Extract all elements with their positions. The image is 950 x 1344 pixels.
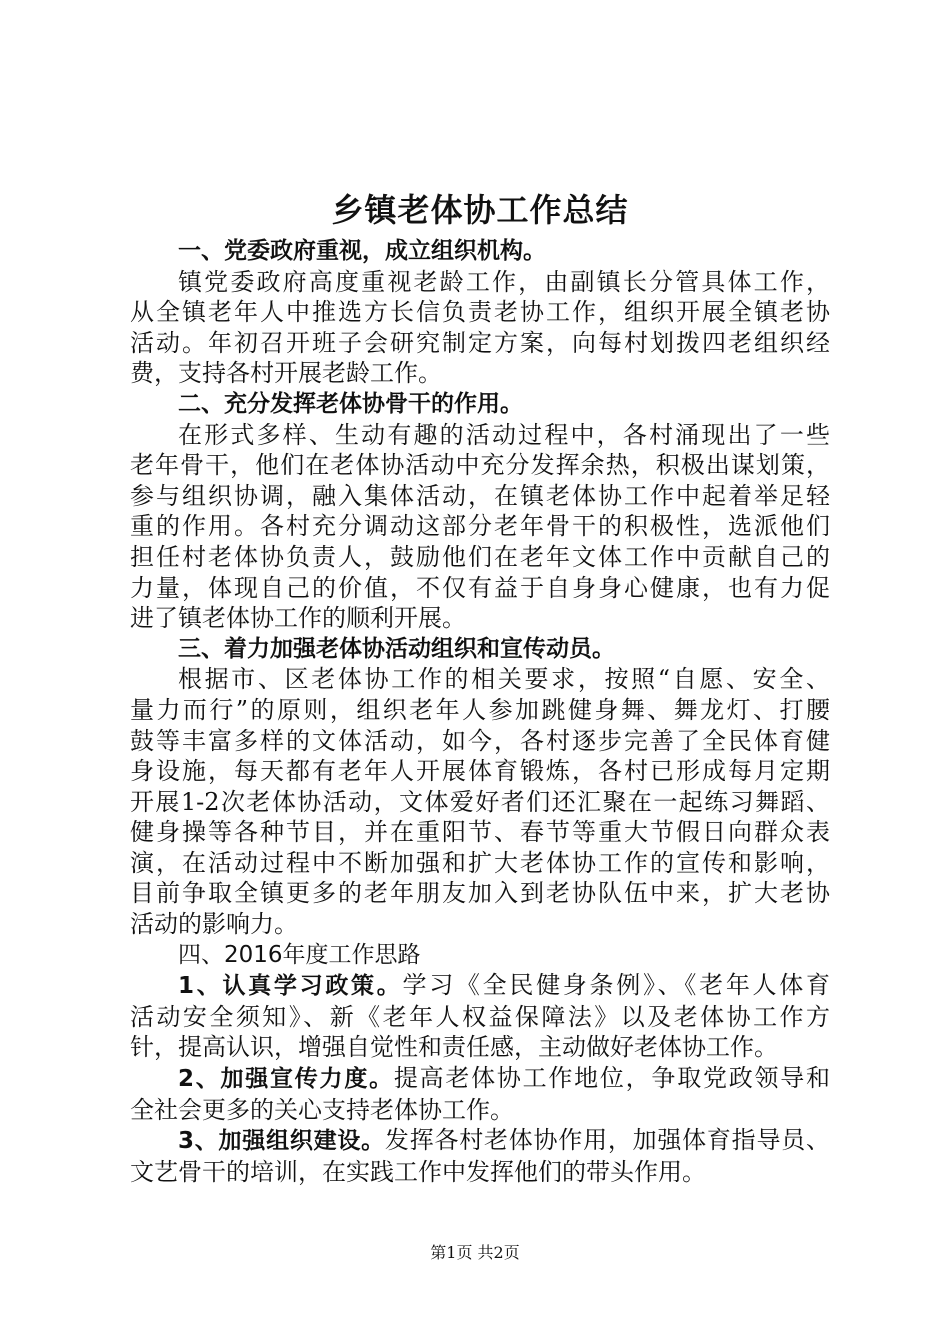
paragraph-line: [130, 1063, 830, 1095]
paragraph-line: 演，在活动过程中不断加强和扩大老体协工作的宣传和影响，: [130, 848, 830, 877]
document-page: [130, 188, 830, 1187]
section-3-heading: 三、着力加强老体协活动组织和宣传动员。: [178, 635, 615, 662]
section-2: [130, 389, 830, 634]
paragraph-line: 活动安全须知》、新《老年人权益保障法》以及老体协工作方: [130, 1002, 830, 1031]
section-1: [130, 236, 830, 389]
plan-item-label: 3、加强组织建设。: [178, 1128, 385, 1155]
paragraph-line: 活动的影响力。: [130, 910, 298, 939]
plan-item-text: 提高老体协工作地位，争取党政领导和: [393, 1064, 830, 1093]
plan-item-1: [130, 970, 830, 1063]
paragraph-line: 身设施，每天都有老年人开展体育锻炼，各村已形成每月定期: [130, 757, 830, 786]
paragraph-line: 目前争取全镇更多的老年朋友加入到老协队伍中来，扩大老协: [130, 879, 830, 908]
paragraph-line: 全社会更多的关心支持老体协工作。: [130, 1095, 514, 1124]
section-3: [130, 634, 830, 940]
paragraph-line: 重的作用。各村充分调动这部分老年骨干的积极性，选派他们: [130, 512, 830, 541]
paragraph-line: 鼓等丰富多样的文体活动，如今，各村逐步完善了全民体育健: [130, 726, 830, 755]
paragraph-line: 从全镇老年人中推选方长信负责老协工作，组织开展全镇老协: [130, 298, 830, 327]
paragraph-line: 力量，体现自己的价值，不仅有益于自身身心健康，也有力促: [130, 573, 830, 602]
plan-item-2: [130, 1063, 830, 1125]
paragraph-line: 费，支持各村开展老龄工作。: [130, 359, 442, 388]
paragraph-line: 参与组织协调，融入集体活动，在镇老体协工作中起着举足轻: [130, 481, 830, 510]
paragraph-line: 进了镇老体协工作的顺利开展。: [130, 604, 466, 633]
paragraph-line: 文艺骨干的培训，在实践工作中发挥他们的带头作用。: [130, 1157, 706, 1186]
paragraph-line: 老年骨干，他们在老体协活动中充分发挥余热，积极出谋划策，: [130, 451, 830, 480]
paragraph-line: [130, 970, 830, 1002]
plan-item-label: 2、加强宣传力度。: [178, 1066, 394, 1093]
paragraph-line: [130, 1125, 830, 1157]
paragraph-line: 根据市、区老体协工作的相关要求，按照“自愿、安全、: [178, 665, 830, 694]
plan-item-3: [130, 1125, 830, 1187]
paragraph-line: 担任村老体协负责人，鼓励他们在老年文体工作中贡献自己的: [130, 542, 830, 571]
plan-item-text: 学习《全民健身条例》、《老年人体育: [402, 971, 830, 1000]
paragraph-line: 针，提高认识，增强自觉性和责任感，主动做好老体协工作。: [130, 1033, 778, 1062]
paragraph-line: 健身操等各种节目，并在重阳节、春节等重大节假日向群众表: [130, 818, 830, 847]
paragraph-line: 在形式多样、生动有趣的活动过程中，各村涌现出了一些: [178, 420, 830, 449]
section-2-heading: 二、充分发挥老体协骨干的作用。: [178, 390, 523, 417]
paragraph-line: 活动。年初召开班子会研究制定方案，向每村划拨四老组织经: [130, 328, 830, 357]
paragraph-line: 开展1-2次老体协活动，文体爱好者们还汇聚在一起练习舞蹈、: [130, 787, 830, 816]
paragraph-line: 量力而行”的原则，组织老年人参加跳健身舞、舞龙灯、打腰: [130, 695, 830, 724]
document-title: 乡镇老体协工作总结: [331, 191, 629, 229]
section-4: [130, 940, 830, 1188]
paragraph-line: 镇党委政府高度重视老龄工作，由副镇长分管具体工作，: [178, 267, 830, 296]
page-number-footer: 第1页 共2页: [430, 1243, 520, 1262]
section-4-heading: 四、2016年度工作思路: [178, 941, 421, 968]
plan-item-label: 1、认真学习政策。: [178, 973, 403, 1000]
section-1-heading: 一、党委政府重视，成立组织机构。: [178, 238, 546, 264]
plan-item-text: 发挥各村老体协作用，加强体育指导员、: [384, 1126, 830, 1155]
